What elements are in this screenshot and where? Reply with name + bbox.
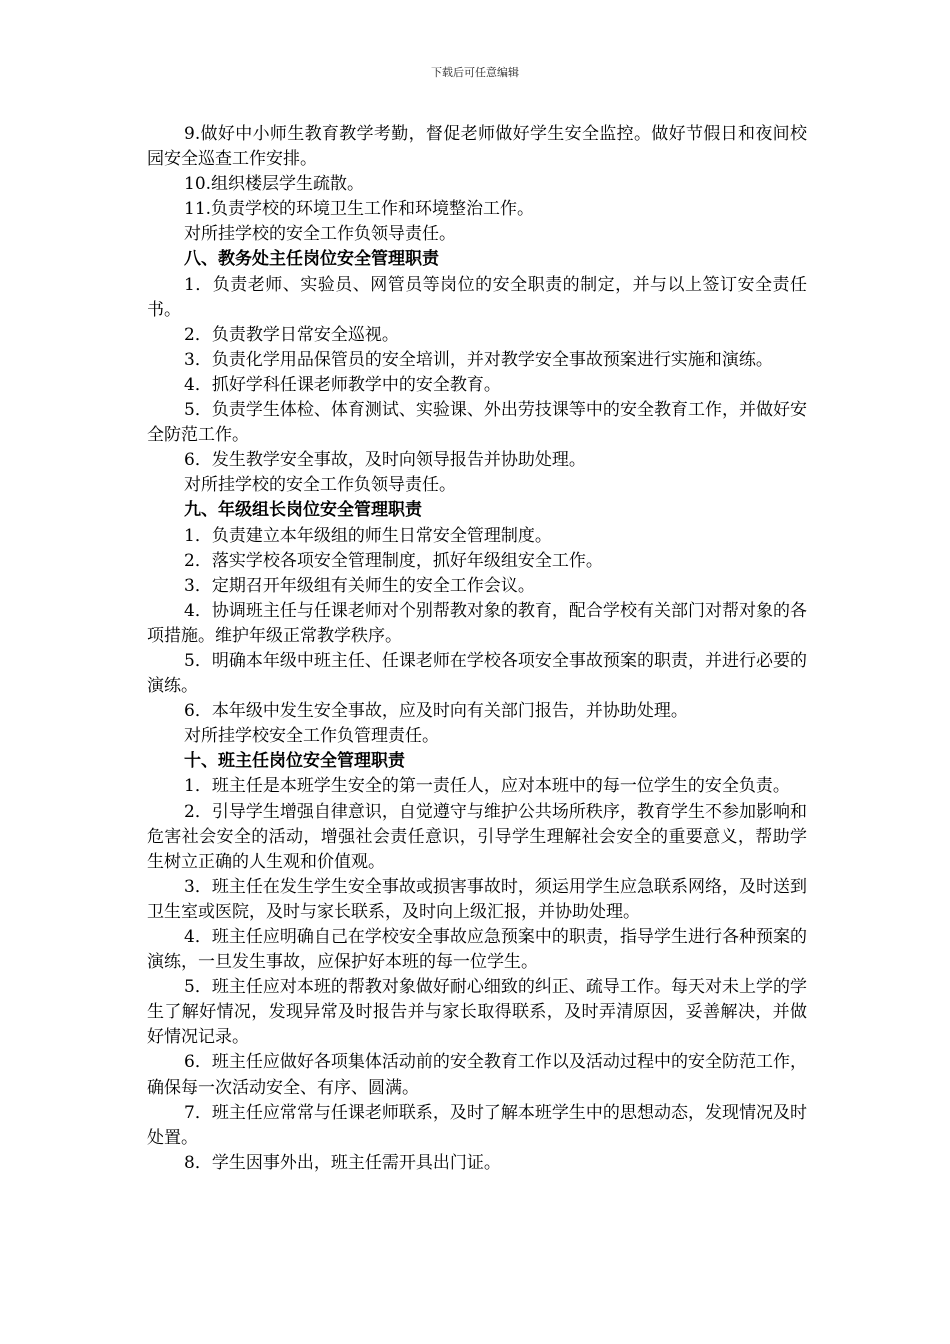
- paragraph: 3．负责化学用品保管员的安全培训，并对教学安全事故预案进行实施和演练。: [184, 349, 773, 370]
- paragraph: 2．负责教学日常安全巡视。: [184, 324, 399, 345]
- paragraph: 5．班主任应对本班的帮教对象做好耐心细致的纠正、疏导工作。每天对未上学的学生了解好情况，发现异常及时报告并与家长取得联系，及时弄清原因，妥善解决，并做好情况记录。: [147, 977, 807, 1048]
- paragraph: 5．负责学生体检、体育测试、实验课、外出劳技课等中的安全教育工作，并做好安全防范工作。: [147, 400, 807, 446]
- paragraph: 8．学生因事外出，班主任需开具出门证。: [184, 1152, 501, 1173]
- paragraph: 2．落实学校各项安全管理制度，抓好年级组安全工作。: [184, 550, 603, 571]
- paragraph: 9.做好中小师生教育教学考勤，督促老师做好学生安全监控。做好节假日和夜间校园安全巡查工作安排。: [147, 124, 807, 170]
- paragraph: 4．抓好学科任课老师教学中的安全教育。: [184, 374, 501, 395]
- paragraph: 6．班主任应做好各项集体活动前的安全教育工作以及活动过程中的安全防范工作，确保每一次活动安全、有序、圆满。: [147, 1052, 807, 1098]
- paragraph: 对所挂学校安全工作负管理责任。: [184, 726, 439, 747]
- paragraph: 6．本年级中发生安全事故，应及时向有关部门报告，并协助处理。: [184, 701, 688, 722]
- paragraph: 3．班主任在发生学生安全事故或损害事故时，须运用学生应急联系网络，及时送到卫生室或医院，及时与家长联系，及时向上级汇报，并协助处理。: [147, 876, 807, 922]
- paragraph: 4．班主任应明确自己在学校安全事故应急预案中的职责，指导学生进行各种预案的演练，一旦发生事故，应保护好本班的每一位学生。: [147, 927, 807, 973]
- section-heading: 十、班主任岗位安全管理职责: [184, 751, 405, 772]
- paragraph: 6．发生教学安全事故，及时向领导报告并协助处理。: [184, 450, 586, 471]
- page-header-note: 下载后可任意编辑: [431, 66, 519, 79]
- paragraph: 2．引导学生增强自律意识，自觉遵守与维护公共场所秩序，教育学生不参加影响和危害社会安全的活动，增强社会责任意识，引导学生理解社会安全的重要意义，帮助学生树立正确的人生观和价值观。: [147, 801, 807, 872]
- paragraph: 对所挂学校的安全工作负领导责任。: [184, 475, 456, 496]
- paragraph: 3．定期召开年级组有关师生的安全工作会议。: [184, 575, 535, 596]
- paragraph: 10.组织楼层学生疏散。: [184, 174, 365, 195]
- paragraph: 1．负责建立本年级组的师生日常安全管理制度。: [184, 525, 552, 546]
- paragraph: 1．负责老师、实验员、网管员等岗位的安全职责的制定，并与以上签订安全责任书。: [147, 274, 807, 320]
- paragraph: 7．班主任应常常与任课老师联系，及时了解本班学生中的思想动态，发现情况及时处置。: [147, 1102, 807, 1148]
- paragraph: 对所挂学校的安全工作负领导责任。: [184, 224, 456, 245]
- section-heading: 九、年级组长岗位安全管理职责: [184, 500, 422, 521]
- paragraph: 1．班主任是本班学生安全的第一责任人，应对本班中的每一位学生的安全负责。: [184, 776, 790, 797]
- paragraph: 5．明确本年级中班主任、任课老师在学校各项安全事故预案的职责，并进行必要的演练。: [147, 650, 807, 697]
- paragraph: 11.负责学校的环境卫生工作和环境整治工作。: [184, 199, 535, 220]
- document-body: [147, 122, 807, 1176]
- paragraph: 4．协调班主任与任课老师对个别帮教对象的教育，配合学校有关部门对帮对象的各项措施。维护年级正常教学秩序。: [147, 600, 807, 646]
- section-heading: 八、教务处主任岗位安全管理职责: [184, 249, 439, 270]
